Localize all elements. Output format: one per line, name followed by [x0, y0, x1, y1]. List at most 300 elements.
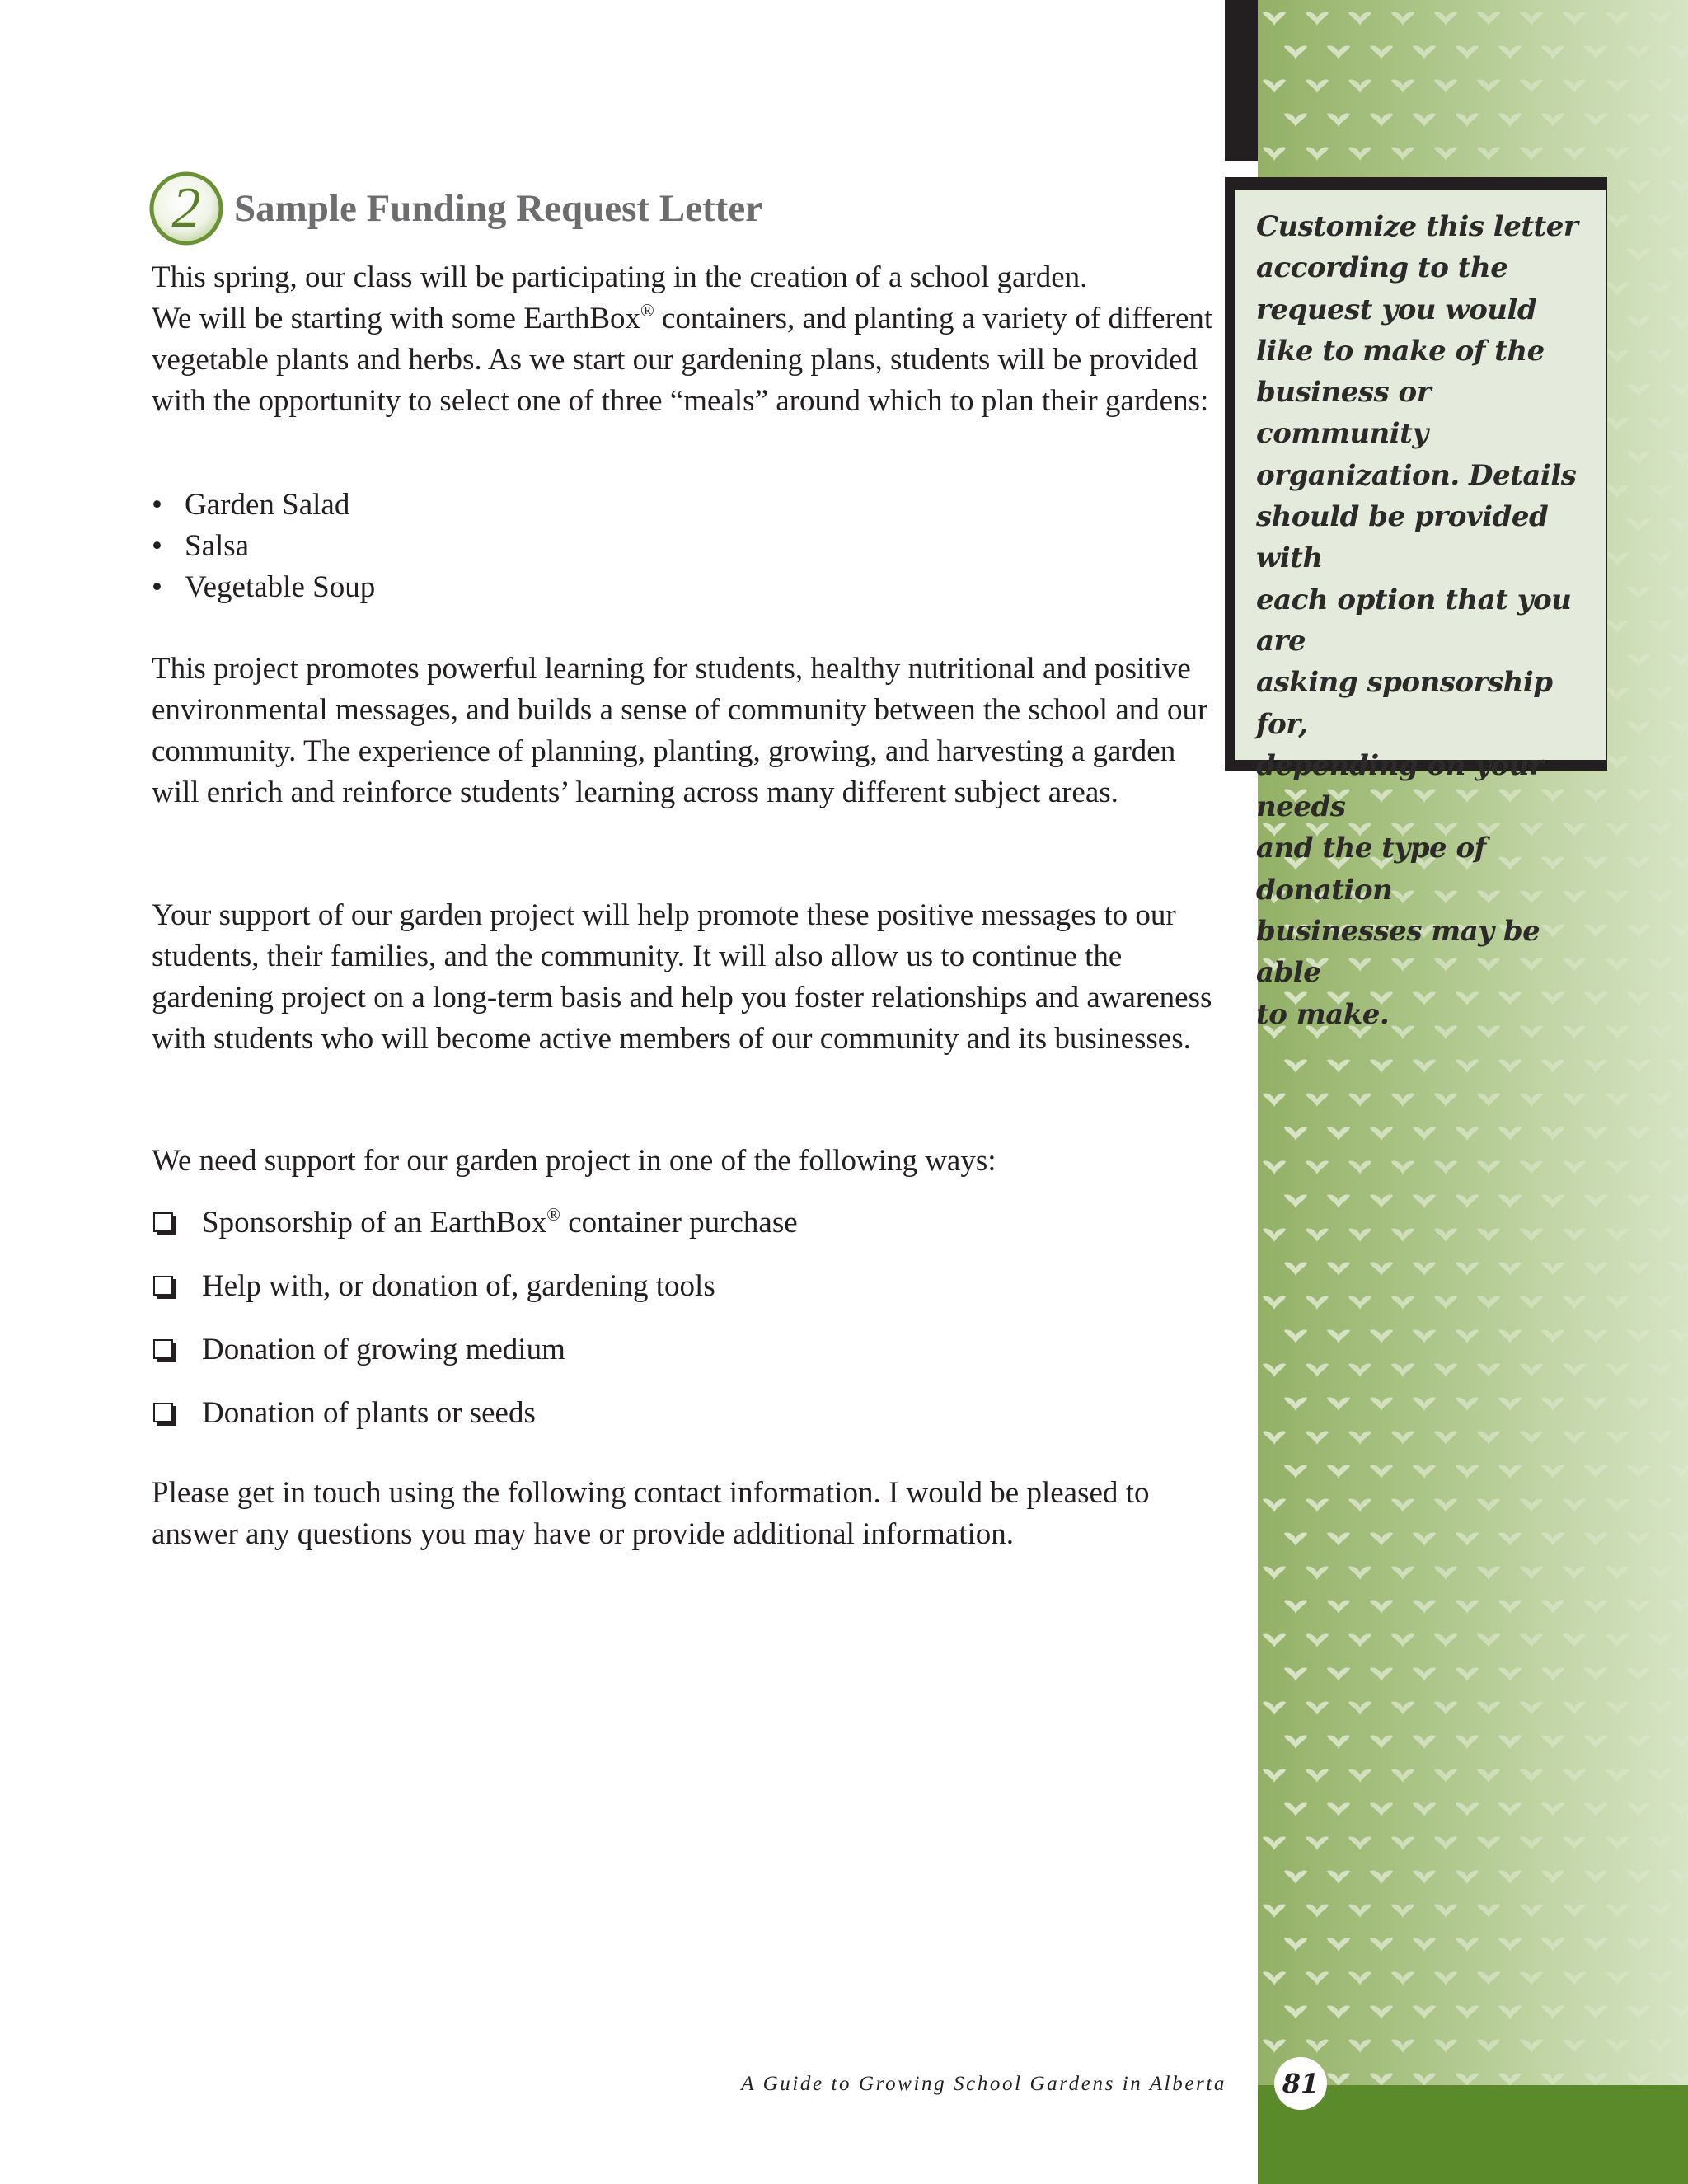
leaf-icon	[1391, 1160, 1414, 1174]
leaf-icon	[1606, 1093, 1629, 1107]
leaf-icon	[1434, 1566, 1457, 1580]
leaf-icon	[1348, 1836, 1372, 1850]
leaf-icon	[1520, 1296, 1543, 1310]
leaf-icon	[1541, 1870, 1564, 1884]
leaf-icon	[1648, 2039, 1672, 2053]
leaf-icon	[1670, 654, 1688, 668]
leaf-icon	[1648, 485, 1672, 499]
leaf-icon	[1456, 1802, 1479, 1816]
leaf-icon	[1348, 12, 1372, 26]
leaf-icon	[1327, 1938, 1350, 1952]
leaf-icon	[1327, 113, 1350, 127]
leaf-icon	[1327, 2005, 1350, 2019]
leaf-icon	[1348, 1769, 1372, 1783]
leaf-icon	[1606, 12, 1629, 26]
support-options-list	[152, 1202, 798, 1456]
leaf-icon	[1477, 147, 1500, 161]
leaf-icon	[1520, 1431, 1543, 1445]
leaf-icon	[1327, 1127, 1350, 1141]
leaf-icon	[1284, 1667, 1307, 1681]
leaf-icon	[1306, 1566, 1329, 1580]
leaf-icon	[1391, 1093, 1414, 1107]
leaf-icon	[1563, 1836, 1586, 1850]
leaf-icon	[1627, 1262, 1650, 1276]
leaf-icon	[1477, 1160, 1500, 1174]
leaf-icon	[1563, 1633, 1586, 1647]
leaf-icon	[1348, 79, 1372, 93]
checkbox-icon[interactable]	[153, 1276, 173, 1296]
leaf-icon	[1263, 1971, 1286, 1985]
leaf-icon	[1584, 1262, 1607, 1276]
leaf-icon	[1498, 1262, 1522, 1276]
leaf-icon	[1563, 12, 1586, 26]
leaf-icon	[1670, 1735, 1688, 1749]
leaf-icon	[1370, 1532, 1393, 1546]
leaf-icon	[1584, 1735, 1607, 1749]
leaf-icon	[1370, 45, 1393, 59]
leaf-icon	[1670, 991, 1688, 1005]
leaf-icon	[1348, 1296, 1372, 1310]
leaf-icon	[1648, 12, 1672, 26]
leaf-icon	[1648, 1498, 1672, 1512]
leaf-icon	[1648, 552, 1672, 566]
leaf-icon	[1670, 1127, 1688, 1141]
leaf-icon	[1348, 1566, 1372, 1580]
leaf-icon	[1498, 45, 1522, 59]
leaf-icon	[1670, 2073, 1688, 2085]
leaf-icon	[1456, 2073, 1479, 2085]
leaf-icon	[1434, 1160, 1457, 1174]
leaf-icon	[1627, 721, 1650, 735]
leaf-icon	[1284, 1938, 1307, 1952]
leaf-icon	[1413, 113, 1436, 127]
leaf-icon	[1670, 721, 1688, 735]
leaf-icon	[1520, 1160, 1543, 1174]
leaf-icon	[1391, 1228, 1414, 1242]
leaf-icon	[1520, 1701, 1543, 1715]
leaf-icon	[1263, 1566, 1286, 1580]
leaf-icon	[1434, 2039, 1457, 2053]
meal-list	[152, 485, 375, 608]
leaf-icon	[1391, 1363, 1414, 1377]
leaf-icon	[1670, 180, 1688, 194]
leaf-icon	[1606, 1633, 1629, 1647]
leaf-icon	[1563, 1904, 1586, 1918]
leaf-icon	[1670, 1262, 1688, 1276]
leaf-icon	[1563, 1701, 1586, 1715]
leaf-icon	[1584, 1127, 1607, 1141]
leaf-icon	[1327, 1600, 1350, 1614]
leaf-icon	[1520, 1904, 1543, 1918]
leaf-icon	[1456, 45, 1479, 59]
leaf-icon	[1456, 1329, 1479, 1343]
leaf-icon	[1627, 383, 1650, 397]
leaf-icon	[1348, 1431, 1372, 1445]
leaf-icon	[1498, 1397, 1522, 1411]
leaf-icon	[1413, 1059, 1436, 1073]
leaf-icon	[1456, 1532, 1479, 1546]
needs-paragraph: We need support for our garden project in one of the following ways:	[152, 1144, 996, 1178]
leaf-icon	[1477, 2039, 1500, 2053]
leaf-icon	[1456, 2005, 1479, 2019]
leaf-icon	[1541, 1600, 1564, 1614]
leaf-icon	[1370, 1127, 1393, 1141]
leaf-icon	[1306, 1431, 1329, 1445]
leaf-icon	[1306, 1971, 1329, 1985]
leaf-icon	[1284, 1870, 1307, 1884]
leaf-icon	[1284, 1127, 1307, 1141]
leaf-icon	[1306, 1093, 1329, 1107]
leaf-icon	[1627, 924, 1650, 938]
leaf-icon	[1498, 1600, 1522, 1614]
leaf-icon	[1456, 1397, 1479, 1411]
leaf-icon	[1327, 1059, 1350, 1073]
leaf-icon	[1648, 417, 1672, 431]
leaf-icon	[1477, 1566, 1500, 1580]
leaf-icon	[1541, 1465, 1564, 1479]
leaf-icon	[1263, 1904, 1286, 1918]
support-option	[152, 1266, 798, 1329]
footer-guide-title: A Guide to Growing School Gardens in Alberta	[741, 2073, 1226, 2095]
leaf-icon	[1670, 1059, 1688, 1073]
meal-option-label: Salsa	[185, 529, 250, 563]
leaf-icon	[1670, 383, 1688, 397]
leaf-icon	[1606, 79, 1629, 93]
intro-line-1: This spring, our class will be participating in the creation of a school garden.	[152, 260, 1088, 294]
leaf-icon	[1434, 1228, 1457, 1242]
leaf-icon	[1413, 1600, 1436, 1614]
leaf-icon	[1627, 1735, 1650, 1749]
leaf-icon	[1627, 1194, 1650, 1208]
leaf-icon	[1348, 1633, 1372, 1647]
leaf-icon	[1648, 1836, 1672, 1850]
leaf-icon	[1391, 79, 1414, 93]
leaf-icon	[1477, 79, 1500, 93]
leaf-icon	[1284, 45, 1307, 59]
intro-rest: different vegetable plants and herbs. As we start our gardening plans, students will be provided with the opportunity to select one of three “meals” around which to plan their gardens:	[152, 302, 1213, 418]
leaf-icon	[1648, 349, 1672, 363]
leaf-icon	[1584, 1532, 1607, 1546]
leaf-icon	[1498, 1465, 1522, 1479]
leaf-icon	[1263, 1093, 1286, 1107]
leaf-icon	[1606, 755, 1629, 769]
leaf-icon	[1606, 349, 1629, 363]
leaf-icon	[1563, 1228, 1586, 1242]
leaf-icon	[1648, 1769, 1672, 1783]
support-option	[152, 1393, 798, 1456]
leaf-icon	[1627, 991, 1650, 1005]
leaf-icon	[1391, 1431, 1414, 1445]
leaf-icon	[1627, 2005, 1650, 2019]
leaf-icon	[1370, 1802, 1393, 1816]
leaf-icon	[1456, 1059, 1479, 1073]
leaf-icon	[1327, 1735, 1350, 1749]
leaf-icon	[1263, 1228, 1286, 1242]
leaf-icon	[1263, 1769, 1286, 1783]
leaf-icon	[1606, 1769, 1629, 1783]
intro-paragraph	[152, 257, 1215, 422]
option-label: Donation of growing medium	[202, 1333, 565, 1366]
option-label: Help with, or donation of, gardening tools	[202, 1269, 715, 1303]
leaf-icon	[1606, 214, 1629, 228]
leaf-icon	[1327, 45, 1350, 59]
leaf-icon	[1541, 45, 1564, 59]
leaf-icon	[1541, 1532, 1564, 1546]
leaf-icon	[1456, 1938, 1479, 1952]
leaf-icon	[1627, 1127, 1650, 1141]
leaf-icon	[1541, 1397, 1564, 1411]
page-title: Sample Funding Request Letter	[234, 187, 763, 230]
leaf-icon	[1477, 1971, 1500, 1985]
leaf-icon	[1434, 147, 1457, 161]
leaf-icon	[1263, 147, 1286, 161]
leaf-icon	[1584, 1059, 1607, 1073]
leaf-icon	[1498, 1802, 1522, 1816]
leaf-icon	[1306, 1296, 1329, 1310]
leaf-icon	[1541, 2005, 1564, 2019]
leaf-icon	[1563, 1296, 1586, 1310]
leaf-icon	[1413, 1667, 1436, 1681]
leaf-icon	[1648, 79, 1672, 93]
bullet-icon: •	[152, 529, 162, 563]
leaf-icon	[1648, 890, 1672, 904]
leaf-icon	[1434, 1363, 1457, 1377]
leaf-icon	[1648, 1160, 1672, 1174]
option-label: Sponsorship of an EarthBox	[202, 1206, 547, 1240]
leaf-icon	[1306, 1228, 1329, 1242]
leaf-icon	[1606, 620, 1629, 634]
leaf-icon	[1584, 1667, 1607, 1681]
leaf-icon	[1413, 1465, 1436, 1479]
leaf-icon	[1606, 1296, 1629, 1310]
leaf-icon	[1413, 2073, 1436, 2085]
meal-option-label: Vegetable Soup	[185, 570, 376, 604]
leaf-icon	[1670, 45, 1688, 59]
leaf-icon	[1391, 12, 1414, 26]
leaf-icon	[1563, 1093, 1586, 1107]
leaf-icon	[1498, 1532, 1522, 1546]
leaf-icon	[1606, 958, 1629, 972]
leaf-icon	[1327, 1667, 1350, 1681]
leaf-icon	[1606, 417, 1629, 431]
leaf-icon	[1263, 12, 1286, 26]
leaf-icon	[1477, 1363, 1500, 1377]
leaf-icon	[1648, 1296, 1672, 1310]
leaf-icon	[1520, 2039, 1543, 2053]
leaf-icon	[1606, 147, 1629, 161]
leaf-icon	[1477, 1498, 1500, 1512]
leaf-icon	[1391, 1836, 1414, 1850]
leaf-icon	[1263, 1363, 1286, 1377]
leaf-icon	[1606, 1701, 1629, 1715]
leaf-icon	[1648, 1093, 1672, 1107]
leaf-icon	[1327, 1397, 1350, 1411]
leaf-icon	[1348, 1701, 1372, 1715]
leaf-icon	[1263, 1633, 1286, 1647]
leaf-icon	[1434, 1769, 1457, 1783]
leaf-icon	[1284, 113, 1307, 127]
leaf-icon	[1477, 1904, 1500, 1918]
leaf-icon	[1606, 2039, 1629, 2053]
leaf-icon	[1434, 12, 1457, 26]
leaf-icon	[1606, 282, 1629, 296]
leaf-icon	[1627, 316, 1650, 330]
leaf-icon	[1327, 2073, 1350, 2085]
leaf-icon	[1370, 1735, 1393, 1749]
checkbox-icon[interactable]	[153, 1212, 173, 1232]
leaf-icon	[1648, 755, 1672, 769]
leaf-icon	[1670, 1870, 1688, 1884]
leaf-icon	[1348, 1971, 1372, 1985]
leaf-icon	[1348, 147, 1372, 161]
leaf-icon	[1391, 1633, 1414, 1647]
leaf-icon	[1541, 2073, 1564, 2085]
leaf-icon	[1456, 1194, 1479, 1208]
leaf-icon	[1584, 1938, 1607, 1952]
leaf-icon	[1520, 79, 1543, 93]
leaf-icon	[1434, 1093, 1457, 1107]
leaf-icon	[1498, 1870, 1522, 1884]
leaf-icon	[1434, 79, 1457, 93]
leaf-icon	[1627, 1802, 1650, 1816]
leaf-icon	[1477, 1769, 1500, 1783]
leaf-icon	[1670, 586, 1688, 600]
leaf-icon	[1498, 1667, 1522, 1681]
leaf-icon	[1670, 451, 1688, 465]
leaf-icon	[1627, 113, 1650, 127]
leaf-icon	[1648, 1971, 1672, 1985]
leaf-icon	[1306, 1498, 1329, 1512]
leaf-icon	[1670, 1802, 1688, 1816]
checkbox-icon[interactable]	[153, 1403, 173, 1422]
leaf-icon	[1391, 1566, 1414, 1580]
leaf-icon	[1370, 1329, 1393, 1343]
leaf-icon	[1498, 2005, 1522, 2019]
black-side-bar	[1225, 0, 1258, 161]
leaf-icon	[1541, 1059, 1564, 1073]
leaf-icon	[1370, 1465, 1393, 1479]
leaf-icon	[1370, 2073, 1393, 2085]
leaf-icon	[1648, 958, 1672, 972]
leaf-icon	[1327, 1194, 1350, 1208]
leaf-icon	[1263, 1296, 1286, 1310]
leaf-icon	[1477, 12, 1500, 26]
leaf-icon	[1306, 1904, 1329, 1918]
leaf-icon	[1584, 113, 1607, 127]
leaf-icon	[1413, 1870, 1436, 1884]
leaf-icon	[1606, 1160, 1629, 1174]
leaf-icon	[1627, 518, 1650, 532]
leaf-icon	[1648, 282, 1672, 296]
leaf-icon	[1306, 1769, 1329, 1783]
leaf-icon	[1541, 1667, 1564, 1681]
leaf-icon	[1648, 1228, 1672, 1242]
leaf-icon	[1263, 79, 1286, 93]
leaf-icon	[1263, 1431, 1286, 1445]
leaf-icon	[1327, 1465, 1350, 1479]
leaf-icon	[1670, 1667, 1688, 1681]
leaf-icon	[1348, 1160, 1372, 1174]
leaf-icon	[1584, 45, 1607, 59]
leaf-icon	[1284, 1194, 1307, 1208]
list-item	[152, 526, 375, 567]
leaf-icon	[1541, 1938, 1564, 1952]
leaf-icon	[1413, 1532, 1436, 1546]
leaf-icon	[1627, 180, 1650, 194]
leaf-icon	[1520, 1228, 1543, 1242]
leaf-icon	[1670, 1194, 1688, 1208]
leaf-icon	[1348, 1498, 1372, 1512]
leaf-icon	[1584, 1802, 1607, 1816]
leaf-icon	[1606, 1498, 1629, 1512]
leaf-icon	[1370, 1194, 1393, 1208]
leaf-icon	[1627, 45, 1650, 59]
support-option	[152, 1329, 798, 1393]
leaf-icon	[1370, 1262, 1393, 1276]
leaf-icon	[1477, 1228, 1500, 1242]
leaf-icon	[1327, 1802, 1350, 1816]
leaf-icon	[1327, 1870, 1350, 1884]
leaf-icon	[1306, 1160, 1329, 1174]
leaf-icon	[1391, 1904, 1414, 1918]
leaf-icon	[1606, 1025, 1629, 1039]
leaf-icon	[1284, 1059, 1307, 1073]
leaf-icon	[1520, 1498, 1543, 1512]
leaf-icon	[1627, 1870, 1650, 1884]
leaf-icon	[1670, 924, 1688, 938]
leaf-icon	[1306, 1363, 1329, 1377]
leaf-icon	[1327, 1532, 1350, 1546]
leaf-icon	[1606, 1228, 1629, 1242]
leaf-icon	[1391, 1296, 1414, 1310]
leaf-icon	[1541, 1127, 1564, 1141]
leaf-icon	[1456, 1262, 1479, 1276]
leaf-icon	[1370, 1870, 1393, 1884]
heading-number: 2	[171, 176, 201, 240]
leaf-icon	[1284, 1802, 1307, 1816]
leaf-icon	[1434, 1836, 1457, 1850]
option-label: Donation of plants or seeds	[202, 1396, 536, 1430]
leaf-icon	[1348, 1904, 1372, 1918]
leaf-icon	[1606, 1904, 1629, 1918]
leaf-icon	[1670, 2005, 1688, 2019]
leaf-icon	[1456, 1735, 1479, 1749]
leaf-icon	[1477, 1431, 1500, 1445]
leaf-icon	[1434, 1971, 1457, 1985]
leaf-icon	[1306, 2039, 1329, 2053]
bullet-icon: •	[152, 488, 162, 522]
leaf-icon	[1648, 1363, 1672, 1377]
leaf-icon	[1648, 1633, 1672, 1647]
leaf-icon	[1306, 79, 1329, 93]
leaf-icon	[1284, 2005, 1307, 2019]
leaf-icon	[1584, 1397, 1607, 1411]
leaf-icon	[1391, 1769, 1414, 1783]
leaf-icon	[1648, 620, 1672, 634]
leaf-icon	[1263, 2039, 1286, 2053]
leaf-icon	[1263, 1498, 1286, 1512]
leaf-icon	[1284, 1735, 1307, 1749]
leaf-icon	[1456, 1667, 1479, 1681]
leaf-icon	[1606, 1431, 1629, 1445]
bullet-icon: •	[152, 570, 162, 604]
leaf-icon	[1563, 1498, 1586, 1512]
leaf-icon	[1370, 2005, 1393, 2019]
leaf-icon	[1670, 518, 1688, 532]
leaf-icon	[1263, 1701, 1286, 1715]
leaf-icon	[1627, 1059, 1650, 1073]
checkbox-icon[interactable]	[153, 1339, 173, 1359]
